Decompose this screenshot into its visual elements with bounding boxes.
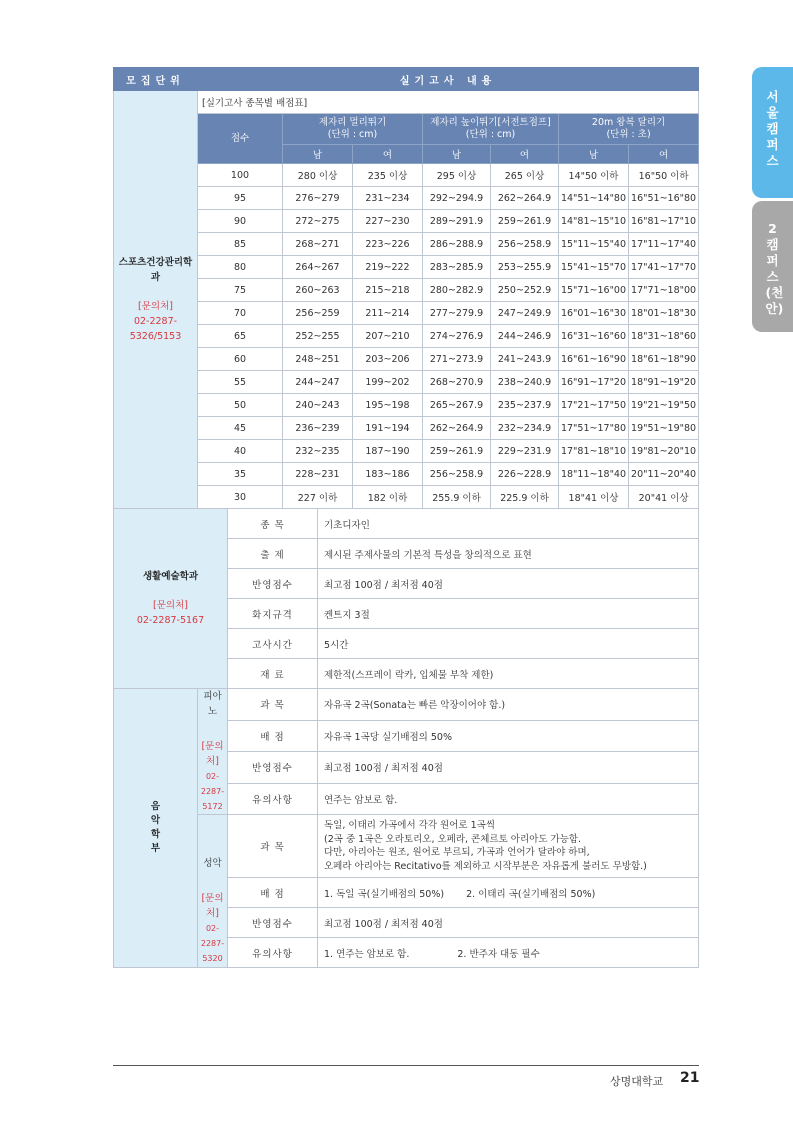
- score-range-cell: 280 이상: [283, 164, 353, 187]
- score-value-cell: 45: [198, 417, 283, 440]
- row-label: 배 점: [228, 878, 318, 908]
- score-row: [114, 417, 699, 440]
- subject-line: 다만, 아리아는 원조, 원어로 부르되, 가곡과 언어가 달라야 하며,: [324, 847, 590, 858]
- score-range-cell: 19"51~19"80: [629, 417, 699, 440]
- note-item: 1. 연주는 암보로 함.: [324, 948, 410, 960]
- contact-label: [문의처]: [153, 600, 188, 611]
- score-range-cell: 229~231.9: [491, 440, 559, 463]
- score-range-cell: 276~279: [283, 187, 353, 210]
- vocal-row: [114, 815, 699, 878]
- score-value-cell: 40: [198, 440, 283, 463]
- row-label: 배 점: [228, 720, 318, 752]
- score-range-cell: 187~190: [353, 440, 423, 463]
- dept-cell-music: 음 악 학 부: [114, 689, 198, 968]
- row-value: 연주는 암보로 함.: [318, 783, 699, 815]
- score-range-cell: 182 이하: [353, 486, 423, 509]
- score-range-cell: 20"11~20"40: [629, 463, 699, 486]
- score-value-cell: 65: [198, 325, 283, 348]
- row-value: [318, 878, 699, 908]
- score-value-cell: 50: [198, 394, 283, 417]
- score-row: [114, 210, 699, 233]
- tab-seoul-label: 서울캠퍼스: [766, 89, 779, 168]
- score-range-cell: 225.9 이하: [491, 486, 559, 509]
- score-range-cell: 232~235: [283, 440, 353, 463]
- male-header: 남: [423, 145, 491, 164]
- score-range-cell: 227~230: [353, 210, 423, 233]
- score-range-cell: 18"11~18"40: [559, 463, 629, 486]
- score-range-cell: 16"51~16"80: [629, 187, 699, 210]
- score-row: [114, 325, 699, 348]
- score-range-cell: 250~252.9: [491, 279, 559, 302]
- row-value: 5시간: [318, 629, 699, 659]
- score-range-cell: 18"31~18"60: [629, 325, 699, 348]
- score-range-cell: 283~285.9: [423, 256, 491, 279]
- score-range-cell: 17"51~17"80: [559, 417, 629, 440]
- score-range-cell: 259~261.9: [491, 210, 559, 233]
- score-row: [114, 256, 699, 279]
- score-range-cell: 256~258.9: [423, 463, 491, 486]
- score-range-cell: 232~234.9: [491, 417, 559, 440]
- score-range-cell: 274~276.9: [423, 325, 491, 348]
- score-range-cell: 16"31~16"60: [559, 325, 629, 348]
- score-range-cell: 253~255.9: [491, 256, 559, 279]
- row-label: 반영점수: [228, 752, 318, 784]
- score-range-cell: 14"50 이하: [559, 164, 629, 187]
- table-header-row: [114, 68, 699, 91]
- score-row: [114, 233, 699, 256]
- score-range-cell: 280~282.9: [423, 279, 491, 302]
- score-range-cell: 219~222: [353, 256, 423, 279]
- score-range-cell: 228~231: [283, 463, 353, 486]
- score-row: [114, 371, 699, 394]
- male-header: 남: [559, 145, 629, 164]
- score-row: [114, 279, 699, 302]
- score-range-cell: 289~291.9: [423, 210, 491, 233]
- row-value: [318, 938, 699, 968]
- score-range-cell: 223~226: [353, 233, 423, 256]
- row-value: [318, 815, 699, 878]
- score-range-cell: 260~263: [283, 279, 353, 302]
- contact-phone: 02-2287-5167: [136, 615, 205, 626]
- row-value: 켄트지 3절: [318, 599, 699, 629]
- row-label: 재 료: [228, 659, 318, 689]
- score-range-cell: 183~186: [353, 463, 423, 486]
- score-range-cell: 252~255: [283, 325, 353, 348]
- score-row: [114, 394, 699, 417]
- header-recruit-unit: 모집단위: [114, 68, 198, 91]
- row-label: 반영점수: [228, 908, 318, 938]
- score-range-cell: 19"21~19"50: [629, 394, 699, 417]
- score-range-cell: 18"41 이상: [559, 486, 629, 509]
- score-value-cell: 60: [198, 348, 283, 371]
- row-value: 제시된 주제사물의 기본적 특성을 창의적으로 표현: [318, 539, 699, 569]
- row-label: 종 목: [228, 509, 318, 539]
- score-range-cell: 199~202: [353, 371, 423, 394]
- score-range-cell: 240~243: [283, 394, 353, 417]
- score-range-cell: 18"01~18"30: [629, 302, 699, 325]
- row-label: 반영점수: [228, 569, 318, 599]
- score-range-cell: 244~246.9: [491, 325, 559, 348]
- score-range-cell: 16"61~16"90: [559, 348, 629, 371]
- dept-name: 스포츠건강관리학과: [118, 257, 193, 283]
- score-range-cell: 256~259: [283, 302, 353, 325]
- score-range-cell: 262~264.9: [423, 417, 491, 440]
- event-header-row: [114, 114, 699, 145]
- female-header: 여: [353, 145, 423, 164]
- row-value: 최고점 100점 / 최저점 40점: [318, 569, 699, 599]
- score-range-cell: 227 이하: [283, 486, 353, 509]
- score-range-cell: 16"01~16"30: [559, 302, 629, 325]
- row-label: 과 목: [228, 815, 318, 878]
- score-range-cell: 17"21~17"50: [559, 394, 629, 417]
- score-row: [114, 463, 699, 486]
- score-row: [114, 302, 699, 325]
- footer-university: 상명대학교: [610, 1075, 664, 1088]
- score-range-cell: 268~271: [283, 233, 353, 256]
- score-row: [114, 187, 699, 210]
- row-label: 고사시간: [228, 629, 318, 659]
- sub-name: 피아노: [203, 691, 222, 717]
- score-range-cell: 16"81~17"10: [629, 210, 699, 233]
- row-value: 최고점 100점 / 최저점 40점: [318, 908, 699, 938]
- score-header: 점수: [198, 114, 283, 164]
- score-range-cell: 277~279.9: [423, 302, 491, 325]
- score-range-cell: 15"11~15"40: [559, 233, 629, 256]
- subject-line: 독일, 이태리 가곡에서 각각 원어로 1곡씩: [324, 820, 495, 831]
- sports-title-row: [114, 91, 699, 114]
- score-range-cell: 191~194: [353, 417, 423, 440]
- score-range-cell: 264~267: [283, 256, 353, 279]
- score-range-cell: 207~210: [353, 325, 423, 348]
- footer-divider: [113, 1065, 699, 1066]
- score-range-cell: 14"81~15"10: [559, 210, 629, 233]
- female-header: 여: [491, 145, 559, 164]
- score-range-cell: 292~294.9: [423, 187, 491, 210]
- score-range-cell: 271~273.9: [423, 348, 491, 371]
- score-value-cell: 75: [198, 279, 283, 302]
- score-range-cell: 16"50 이하: [629, 164, 699, 187]
- score-value-cell: 70: [198, 302, 283, 325]
- contact-label: [문의처]: [201, 741, 224, 767]
- contact-phone: 02-2287-5172: [200, 772, 225, 811]
- score-table-title: [실기고사 종목별 배점표]: [198, 91, 699, 114]
- score-range-cell: 15"41~15"70: [559, 256, 629, 279]
- score-row: [114, 348, 699, 371]
- score-range-cell: 211~214: [353, 302, 423, 325]
- score-range-cell: 203~206: [353, 348, 423, 371]
- score-range-cell: 226~228.9: [491, 463, 559, 486]
- contact-label: [문의처]: [138, 301, 173, 312]
- tab-cheonan-campus[interactable]: [752, 201, 793, 332]
- score-range-cell: 244~247: [283, 371, 353, 394]
- row-value: 제한적(스프레이 락카, 입체물 부착 제한): [318, 659, 699, 689]
- dept-name: 생활예술학과: [142, 571, 199, 582]
- score-range-cell: 241~243.9: [491, 348, 559, 371]
- score-range-cell: 238~240.9: [491, 371, 559, 394]
- score-range-cell: 231~234: [353, 187, 423, 210]
- event-header-long-jump: 제자리 멀리뛰기 (단위 : cm): [283, 114, 423, 145]
- sub-cell-piano: [198, 689, 228, 815]
- row-label: 유의사항: [228, 938, 318, 968]
- score-range-cell: 247~249.9: [491, 302, 559, 325]
- score-value-cell: 95: [198, 187, 283, 210]
- score-range-cell: 18"91~19"20: [629, 371, 699, 394]
- contact-phone: 02-2287- 5326/5153: [129, 316, 182, 342]
- tab-seoul-campus[interactable]: [752, 67, 793, 198]
- dept-cell-sports: [114, 91, 198, 509]
- points-item: 2. 이태리 곡(실기배점의 50%): [466, 888, 596, 900]
- male-header: 남: [283, 145, 353, 164]
- dept-cell-art: [114, 509, 228, 689]
- score-range-cell: 15"71~16"00: [559, 279, 629, 302]
- row-label: 출 제: [228, 539, 318, 569]
- score-range-cell: 295 이상: [423, 164, 491, 187]
- score-range-cell: 235~237.9: [491, 394, 559, 417]
- score-row: [114, 440, 699, 463]
- score-range-cell: 259~261.9: [423, 440, 491, 463]
- score-range-cell: 19"81~20"10: [629, 440, 699, 463]
- sub-name: 성악: [203, 858, 222, 869]
- score-range-cell: 16"91~17"20: [559, 371, 629, 394]
- contact-label: [문의처]: [201, 893, 224, 919]
- piano-row: [114, 689, 699, 721]
- score-range-cell: 248~251: [283, 348, 353, 371]
- header-exam-content: 실기고사 내용: [198, 68, 699, 91]
- row-value: 기초디자인: [318, 509, 699, 539]
- tab-cheonan-label: 2캠퍼스(천안): [765, 221, 784, 316]
- score-range-cell: 17"81~18"10: [559, 440, 629, 463]
- row-value: 자유곡 1곡당 실기배점의 50%: [318, 720, 699, 752]
- art-row: [114, 509, 699, 539]
- score-range-cell: 235 이상: [353, 164, 423, 187]
- score-value-cell: 90: [198, 210, 283, 233]
- admission-practical-exam-table: [113, 67, 699, 968]
- score-value-cell: 35: [198, 463, 283, 486]
- contact-phone: 02-2287-5320: [200, 924, 225, 963]
- score-range-cell: 268~270.9: [423, 371, 491, 394]
- subject-line: (2곡 중 1곡은 오라토리오, 오페라, 콘체르토 아리아도 가능함.: [324, 833, 582, 845]
- row-value: 최고점 100점 / 최저점 40점: [318, 752, 699, 784]
- subject-line: 오페라 아리아는 Recitativo를 제외하고 시작부분은 자유롭게 불러도 무방함.): [324, 860, 647, 872]
- page-number: 21: [680, 1070, 700, 1086]
- score-range-cell: 17"11~17"40: [629, 233, 699, 256]
- score-range-cell: 265~267.9: [423, 394, 491, 417]
- sub-cell-vocal: [198, 815, 228, 968]
- score-range-cell: 14"51~14"80: [559, 187, 629, 210]
- score-range-cell: 262~264.9: [491, 187, 559, 210]
- score-range-cell: 195~198: [353, 394, 423, 417]
- score-value-cell: 100: [198, 164, 283, 187]
- score-value-cell: 30: [198, 486, 283, 509]
- row-label: 화지규격: [228, 599, 318, 629]
- row-value: 자유곡 2곡(Sonata는 빠른 악장이어야 함.): [318, 689, 699, 721]
- score-range-cell: 215~218: [353, 279, 423, 302]
- note-item: 2. 반주자 대동 필수: [457, 948, 540, 960]
- score-range-cell: 17"71~18"00: [629, 279, 699, 302]
- score-row: [114, 164, 699, 187]
- score-value-cell: 80: [198, 256, 283, 279]
- score-value-cell: 55: [198, 371, 283, 394]
- score-range-cell: 18"61~18"90: [629, 348, 699, 371]
- row-label: 과 목: [228, 689, 318, 721]
- score-range-cell: 286~288.9: [423, 233, 491, 256]
- score-row: [114, 486, 699, 509]
- score-range-cell: 236~239: [283, 417, 353, 440]
- score-range-cell: 255.9 이하: [423, 486, 491, 509]
- score-range-cell: 265 이상: [491, 164, 559, 187]
- event-header-sargent-jump: 제자리 높이뛰기[서전트점프] (단위 : cm): [423, 114, 559, 145]
- score-range-cell: 272~275: [283, 210, 353, 233]
- score-range-cell: 256~258.9: [491, 233, 559, 256]
- score-value-cell: 85: [198, 233, 283, 256]
- score-range-cell: 17"41~17"70: [629, 256, 699, 279]
- row-label: 유의사항: [228, 783, 318, 815]
- score-range-cell: 20"41 이상: [629, 486, 699, 509]
- event-header-shuttle-run: 20m 왕복 달리기 (단위 : 초): [559, 114, 699, 145]
- points-item: 1. 독일 곡(실기배점의 50%): [324, 888, 445, 900]
- female-header: 여: [629, 145, 699, 164]
